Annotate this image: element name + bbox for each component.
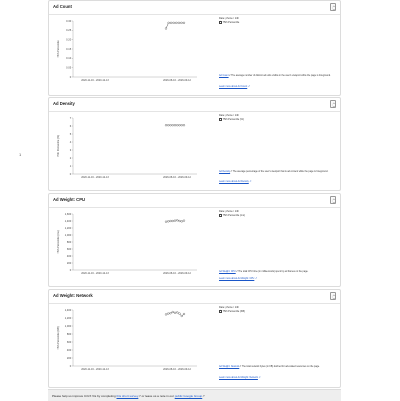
data-point[interactable] <box>172 311 174 313</box>
chart-info <box>219 210 339 217</box>
legend-label: 75th Percentile <box>222 20 240 24</box>
external-link-icon: ↗ <box>230 171 233 173</box>
y-tick-label: 1,000 <box>64 233 72 237</box>
chart-info <box>219 114 339 121</box>
learn-more[interactable] <box>219 86 337 89</box>
data-point[interactable] <box>183 313 185 315</box>
data-point[interactable] <box>174 312 176 314</box>
card-header <box>49 194 340 208</box>
card-header <box>49 1 340 15</box>
y-tick-label: 600 <box>66 247 72 251</box>
data-point[interactable] <box>167 124 169 126</box>
data-point[interactable] <box>170 22 172 24</box>
info-line: Date: phone / 14h <box>219 306 239 309</box>
metric-card-ad-weight-cpu <box>48 193 341 287</box>
data-point[interactable] <box>170 124 172 126</box>
y-tick-label: 600 <box>66 340 72 344</box>
metric-description <box>219 271 337 274</box>
metric-card-ad-weight-network <box>48 289 341 388</box>
learn-more[interactable] <box>219 278 337 281</box>
y-tick-label: 200 <box>66 261 72 265</box>
metric-link[interactable]: Ad Weight: CPU <box>219 271 236 273</box>
learn-more-link[interactable]: Learn more about Ad Count <box>219 86 248 88</box>
x-tick-label: 2026-08-16 - 2026-09-12 <box>163 272 191 276</box>
x-tick-label: 2026-08-16 - 2026-09-12 <box>163 176 191 180</box>
legend-item[interactable] <box>219 214 339 217</box>
survey-prefix: Please help us improve CrUX Vis by completing <box>52 394 117 398</box>
survey-text <box>52 394 205 398</box>
metric-description-text: The total CPU time (in milliseconds) spent by ad frames on the page. <box>237 271 309 273</box>
checkbox-icon[interactable]: ✓ <box>219 310 222 313</box>
external-link-icon: ↗ <box>202 394 205 398</box>
data-point[interactable] <box>165 314 167 316</box>
y-tick-label: 4 <box>69 140 72 144</box>
metric-card-ad-density <box>48 97 341 191</box>
ad-weight-network-chart <box>49 304 214 384</box>
metric-link[interactable]: Ad Density <box>219 171 231 173</box>
chevron-updown-icon[interactable] <box>330 292 336 300</box>
learn-more[interactable] <box>219 377 337 380</box>
y-tick-label: 1 <box>69 164 72 168</box>
x-tick-label: 2026-08-16 - 2026-09-12 <box>163 368 191 372</box>
y-tick-label: 5 <box>69 132 72 136</box>
chevron-updown-icon[interactable] <box>330 196 336 204</box>
data-point[interactable] <box>167 313 169 315</box>
y-axis-label: 75th Percentile (ms) <box>57 230 60 254</box>
y-axis-label: 75th Percentile (KB) <box>57 326 60 350</box>
google-group-link[interactable]: public Google Group <box>174 394 203 398</box>
y-axis-label: 75th Percentile (%) <box>57 134 60 158</box>
data-point[interactable] <box>181 220 183 222</box>
y-tick-label: 1,200 <box>64 226 72 230</box>
chart-info <box>219 306 339 313</box>
data-point[interactable] <box>181 315 183 317</box>
learn-more-link[interactable]: Learn more about Ad Weight: CPU <box>219 278 255 280</box>
metric-link[interactable]: Ad Weight: Network <box>219 366 240 368</box>
x-tick-label: 2026-08-16 - 2026-09-12 <box>163 79 191 83</box>
x-tick-label: 2020-11-16 - 2020-12-13 <box>81 272 109 276</box>
y-tick-label: 800 <box>66 332 72 336</box>
y-tick-label: 1,600 <box>64 212 72 216</box>
survey-banner <box>48 389 341 401</box>
y-tick-label: 0 <box>69 268 72 272</box>
legend-item[interactable] <box>219 21 339 24</box>
learn-more-link[interactable]: Learn more about Ad Density <box>219 181 249 183</box>
y-tick-label: 7 <box>69 116 72 120</box>
y-tick-label: 0 <box>69 364 72 368</box>
ad-count-chart <box>49 15 214 95</box>
y-tick-label: 6 <box>69 124 72 128</box>
checkbox-icon[interactable]: ✓ <box>219 118 222 121</box>
y-tick-label: 1,400 <box>64 308 72 312</box>
y-tick-label: 1,200 <box>64 316 72 320</box>
y-tick-label: 3 <box>69 148 72 152</box>
chart-info <box>219 17 339 24</box>
metric-link[interactable]: Ad Count <box>219 75 229 77</box>
card-title: Ad Weight: CPU <box>53 197 86 202</box>
data-point[interactable] <box>173 22 175 24</box>
metric-description-text: The average percentage of the user's viewport that is ad content while the page is foreground. <box>232 171 329 173</box>
external-link-icon: ↗ <box>254 278 257 280</box>
data-point[interactable] <box>165 221 167 223</box>
external-link-icon: ↗ <box>228 75 231 77</box>
ad-density-chart <box>49 112 214 191</box>
info-line: Date: phone / 14h <box>219 114 239 117</box>
y-tick-label: 200 <box>66 356 72 360</box>
ad-weight-cpu-chart <box>49 208 214 287</box>
y-tick-label: 1,000 <box>64 324 72 328</box>
legend-label: 75th Percentile (%) <box>222 117 244 121</box>
y-tick-label: 0.20 <box>66 38 72 42</box>
data-point[interactable] <box>176 312 178 314</box>
metric-description <box>219 171 337 174</box>
y-tick-label: 0.25 <box>66 29 72 33</box>
data-point[interactable] <box>183 22 185 24</box>
data-point[interactable] <box>183 220 185 222</box>
data-point[interactable] <box>181 22 183 24</box>
data-point[interactable] <box>172 124 174 126</box>
data-point[interactable] <box>170 312 172 314</box>
data-point[interactable] <box>172 220 174 222</box>
metric-description <box>219 366 337 369</box>
survey-middle: or leave us a note in our <box>140 394 175 398</box>
x-tick-label: 2020-11-16 - 2020-12-13 <box>81 176 109 180</box>
x-tick-label: 2020-11-16 - 2020-12-13 <box>81 79 109 83</box>
data-point[interactable] <box>167 220 169 222</box>
y-tick-label: 0 <box>69 75 72 79</box>
y-tick-label: 0.15 <box>66 47 72 51</box>
data-point[interactable] <box>181 124 183 126</box>
y-tick-label: 0.30 <box>66 19 72 23</box>
data-point[interactable] <box>179 220 181 222</box>
data-point[interactable] <box>165 124 167 126</box>
metric-description <box>219 75 337 78</box>
external-link-icon: ↗ <box>235 271 238 273</box>
learn-more-link[interactable]: Learn more about Ad Weight: Network <box>219 377 258 379</box>
info-line: Date: phone / 14h <box>219 17 239 20</box>
chevron-updown-icon[interactable] <box>330 100 336 108</box>
external-link-icon: ↗ <box>239 366 242 368</box>
data-point[interactable] <box>175 22 177 24</box>
legend-label: 75th Percentile (KB) <box>222 309 245 313</box>
legend-item[interactable] <box>219 118 339 121</box>
legend-label: 75th Percentile (ms) <box>222 213 245 217</box>
survey-link[interactable]: this short survey <box>116 394 139 398</box>
card-header <box>49 290 340 304</box>
learn-more[interactable] <box>219 181 337 184</box>
external-link-icon: ↗ <box>247 86 250 88</box>
card-header <box>49 98 340 112</box>
data-point[interactable] <box>183 124 185 126</box>
y-tick-label: 1,400 <box>64 219 72 223</box>
data-point[interactable] <box>165 28 167 30</box>
checkbox-icon[interactable]: ✓ <box>219 21 222 24</box>
y-tick-label: 0.10 <box>66 57 72 61</box>
data-point[interactable] <box>170 220 172 222</box>
data-point[interactable] <box>178 22 180 24</box>
data-point[interactable] <box>176 219 178 221</box>
left-marker: 1 <box>19 152 22 157</box>
data-point[interactable] <box>179 313 181 315</box>
external-link-icon: ↗ <box>249 181 252 183</box>
checkbox-icon[interactable]: ✓ <box>219 214 222 217</box>
metric-card-ad-count <box>48 0 341 96</box>
y-tick-label: 0.05 <box>66 66 72 70</box>
data-point[interactable] <box>168 22 170 24</box>
data-point[interactable] <box>174 124 176 126</box>
card-title: Ad Count <box>53 4 72 9</box>
card-title: Ad Density <box>53 101 75 106</box>
metric-description-text: The total network bytes (in KB) fetched for ad-related resources on the page. <box>241 366 320 368</box>
chevron-updown-icon[interactable] <box>330 3 336 11</box>
metric-description-text: The average number of distinct ad units visible in the user's viewport while the page is foreground. <box>230 75 331 77</box>
card-title: Ad Weight: Network <box>53 293 93 298</box>
y-tick-label: 400 <box>66 254 72 258</box>
y-tick-label: 2 <box>69 156 72 160</box>
data-point[interactable] <box>174 220 176 222</box>
y-tick-label: 400 <box>66 348 72 352</box>
data-point[interactable] <box>179 124 181 126</box>
y-tick-label: 0 <box>69 172 72 176</box>
legend-item[interactable] <box>219 310 339 313</box>
external-link-icon: ↗ <box>138 394 141 398</box>
data-point[interactable] <box>176 124 178 126</box>
y-tick-label: 800 <box>66 240 72 244</box>
y-axis-label: 75th Percentile <box>57 40 60 58</box>
info-line: Date: phone / 14h <box>219 210 239 213</box>
x-tick-label: 2020-11-16 - 2020-12-13 <box>81 368 109 372</box>
external-link-icon: ↗ <box>258 377 261 379</box>
